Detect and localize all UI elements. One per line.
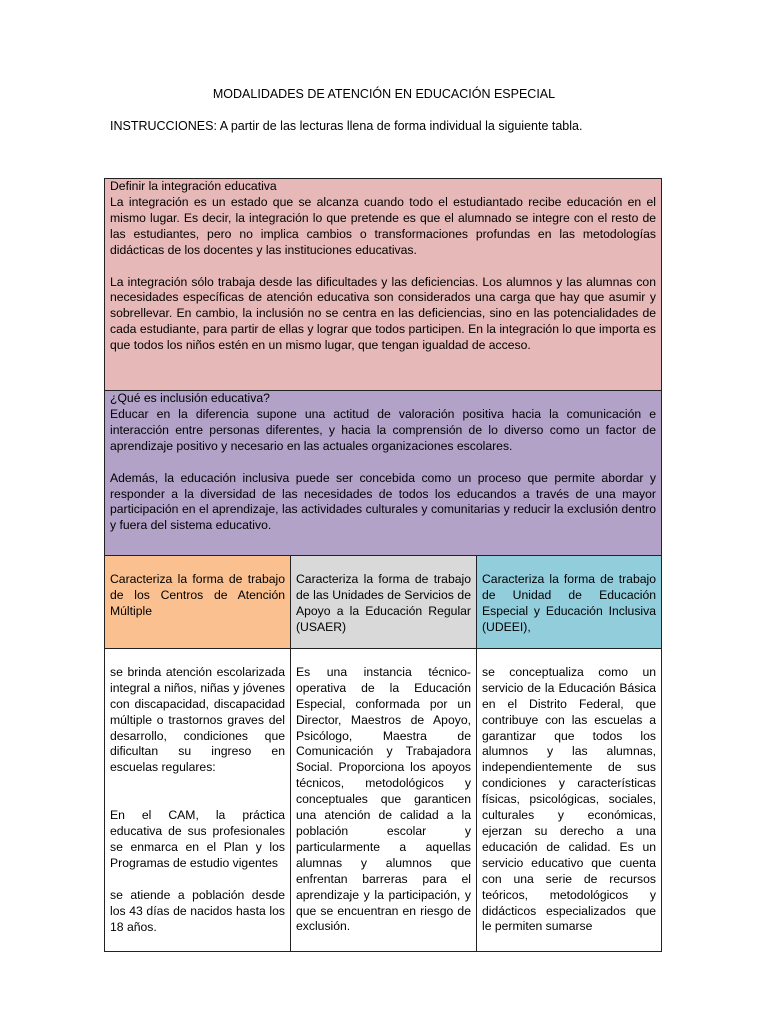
inclusion-cell [105,391,662,556]
header-cam-text: Caracteriza la forma de trabajo de los Centros de Atención Múltiple [110,572,285,618]
integracion-cell [105,179,662,391]
activity-table [104,178,662,952]
inclusion-heading: ¿Qué es inclusión educativa? [110,391,270,405]
instructions-text: INSTRUCCIONES: A partir de las lecturas llena de forma individual la siguiente tabla. [110,119,583,133]
inclusion-row [105,391,662,556]
document-title: MODALIDADES DE ATENCIÓN EN EDUCACIÓN ESPECIAL [212,87,556,101]
integracion-paragraph-2: La integración sólo trabaja desde las dificultades y las deficiencias. Los alumnos y las alumnas con necesidades específicas de atención educativa son considerados una carga que hay que asumir y sobrellevar. En cambio, la inclusión no se centra en las deficiencias, sino en las potencialidades de cada estudiante, para partir de ellas y lograr que todos participen. En la integración lo que importa es que todos los niños estén en un mismo lugar, que tengan igualdad de acceso. [110,274,656,353]
usaer-cell [291,649,477,952]
header-usaer [291,556,477,649]
integracion-heading: Definir la integración educativa [110,179,277,193]
cam-paragraph-3: se atiende a población desde los 43 días de nacidos hasta los 18 años. [110,887,285,934]
header-cam [105,556,291,649]
udeei-paragraph-1: se conceptualiza como un servicio de la Educación Básica en el Distrito Federal, que contribuye con las escuelas a garantizar que todos los alumnos y las alumnas, independientemente de sus condiciones y características físicas, psicológicas, sociales, culturales y económicas, ejerzan su derecho a una educación de calidad. Es un servicio educativo que cuenta con una serie de recursos teóricos, metodológicos y didácticos especializados que le permiten sumarse [482,664,656,934]
inclusion-paragraph-1: Educar en la diferencia supone una actitud de valoración positiva hacia la comunicación e interacción entre personas diferentes, y hacia la comprensión de lo diverso como un factor de aprendizaje positivo y necesario en las actuales organizaciones escolares. [110,406,656,453]
header-udeei [477,556,662,649]
inclusion-paragraph-2: Además, la educación inclusiva puede ser concebida como un proceso que permite abordar y responder a la diversidad de las necesidades de todos los educandos a través de una mayor participación en el aprendizaje, las actividades culturales y comunitarias y reducir la exclusión dentro y fuera del sistema educativo. [110,470,656,533]
header-udeei-text: Caracteriza la forma de trabajo de Unidad de Educación Especial y Educación Inclusiva (UDEEI), [482,572,656,634]
comparison-header-row [105,556,662,649]
integracion-paragraph-1: La integración es un estado que se alcanza cuando todo el estudiantado recibe educación en el mismo lugar. Es decir, la integración lo que pretende es que el alumnado se integre con el resto de las estudiantes, pero no implica cambios o transformaciones profundas en las metodologías didácticas de los docentes y las instituciones educativas. [110,194,656,257]
cam-paragraph-1: se brinda atención escolarizada integral a niños, niñas y jóvenes con discapacidad, discapacidad múltiple o trastornos graves del desarrollo, condiciones que dificultan su ingreso en escuelas regulares: [110,664,285,775]
cam-cell [105,649,291,952]
cam-paragraph-2: En el CAM, la práctica educativa de sus profesionales se enmarca en el Plan y los Programas de estudio vigentes [110,808,285,870]
comparison-body-row [105,649,662,952]
usaer-paragraph-1: Es una instancia técnico-operativa de la Educación Especial, conformada por un Director, Maestros de Apoyo, Psicólogo, Maestra de Comunicación y Trabajadora Social. Proporciona los apoyos técnicos, metodológicos y conceptuales que garanticen una atención de calidad a la población escolar y particularmente a aquellas alumnas y alumnos que enfrentan barreras para el aprendizaje y la participación, y que se encuentran en riesgo de exclusión. [296,664,471,934]
integracion-row [105,179,662,391]
udeei-cell [477,649,662,952]
header-usaer-text: Caracteriza la forma de trabajo de las Unidades de Servicios de Apoyo a la Educación Regular (USAER) [296,572,471,634]
